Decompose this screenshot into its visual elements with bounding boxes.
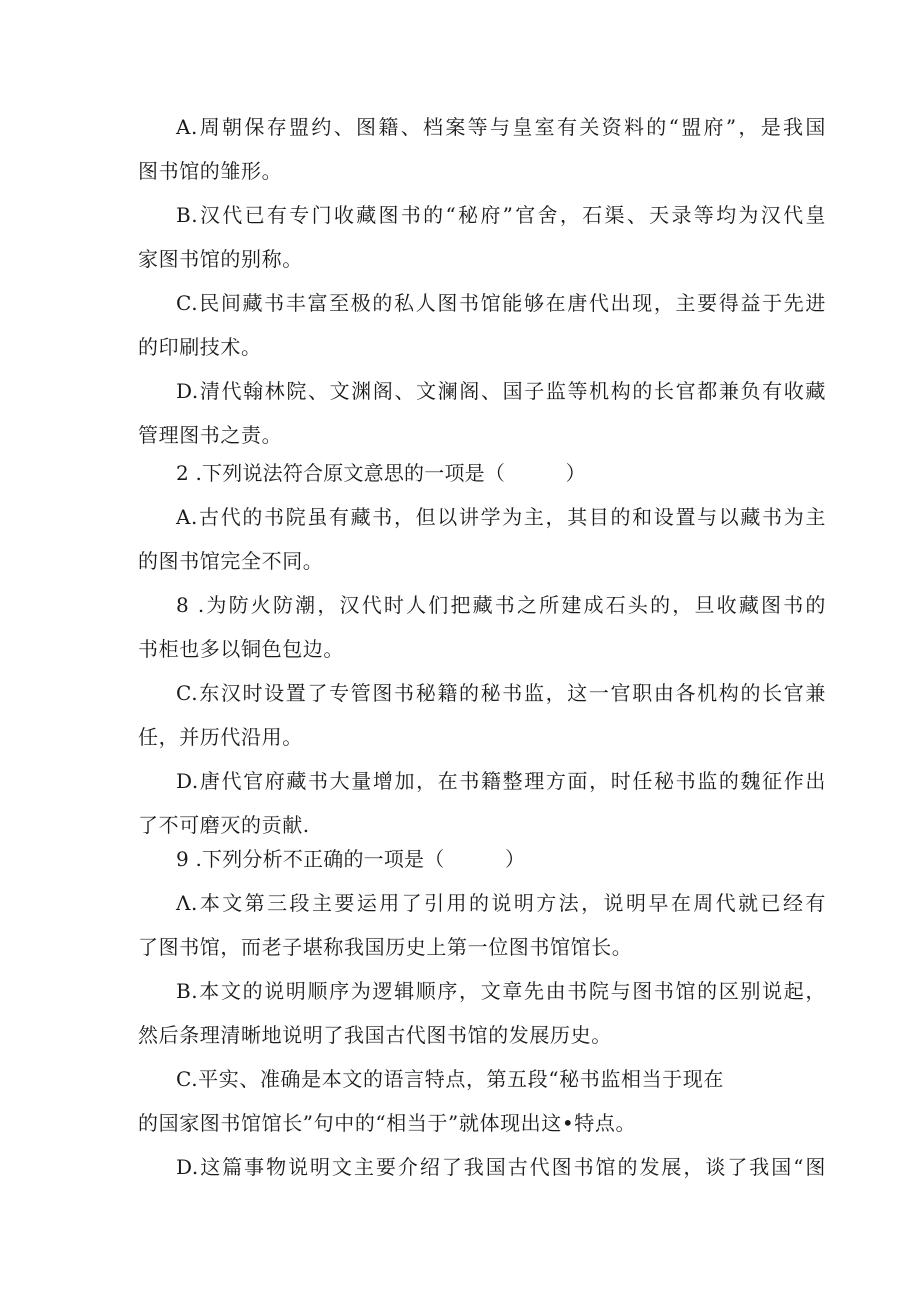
q8-option-d-line2: 了不可磨灭的贡献. [138,813,310,837]
q8-option-a-line2: 的图书馆完全不同。 [138,549,324,573]
q8-option-b-line2: 书柜也多以铜色包边。 [138,637,344,661]
q7-option-a-line1: A.周朝保存盟约、图籍、档案等与皇室有关资料的“盟府”，是我国 [176,115,826,139]
q7-option-c-line2: 的印刷技术。 [138,335,262,359]
q7-option-d-line2: 管理图书之责。 [138,423,283,447]
q8-option-d-line1: D.唐代官府藏书大量增加，在书籍整理方面，时任秘书监的魏征作出 [176,769,826,793]
q8-option-a-line1: A.古代的书院虽有藏书，但以讲学为主，其目的和设置与以藏书为主 [176,505,826,529]
q9-option-c-line1: C.平实、准确是本文的语言特点，第五段“秘书监相当于现在 [176,1067,724,1091]
q9-stem: 9 .下列分析不正确的一项是（ ） [176,847,526,871]
q9-option-d-line1: D.这篇事物说明文主要介绍了我国古代图书馆的发展，谈了我国“图 [176,1155,826,1179]
q9-option-b-line1: B.本文的说明顺序为逻辑顺序，文章先由书院与图书馆的区别说起， [176,979,826,1003]
q8-stem: 2 .下列说法符合原文意思的一项是（ ） [176,461,586,485]
q7-option-b-line1: B.汉代已有专门收藏图书的“秘府”官舍，石渠、天录等均为汉代皇 [176,203,826,227]
q9-option-b-line2: 然后条理清晰地说明了我国古代图书馆的发展历史。 [138,1023,612,1047]
q8-option-b-line1: 8 .为防火防潮，汉代时人们把藏书之所建成石头的，旦收藏图书的 [176,593,826,617]
q9-option-c-line2: 的国家图书馆馆长”句中的“相当于”就体现出这•特点。 [138,1111,637,1135]
q9-option-a-line1: Λ.本文第三段主要运用了引用的说明方法，说明早在周代就已经有 [176,891,826,915]
q8-option-c-line1: C.东汉时设置了专管图书秘籍的秘书监，这一官职由各机构的长官兼 [176,681,826,705]
q7-option-b-line2: 家图书馆的别称。 [138,247,303,271]
q7-option-d-line1: D.清代翰林院、文渊阁、文澜阁、国子监等机构的长官都兼负有收藏 [176,379,826,403]
q9-option-a-line2: 了图书馆，而老子堪称我国历史上第一位图书馆馆长。 [138,935,633,959]
q8-option-c-line2: 任，并历代沿用。 [138,725,303,749]
q7-option-a-line2: 图书馆的雏形。 [138,159,283,183]
q7-option-c-line1: C.民间藏书丰富至极的私人图书馆能够在唐代出现，主要得益于先进 [176,291,826,315]
